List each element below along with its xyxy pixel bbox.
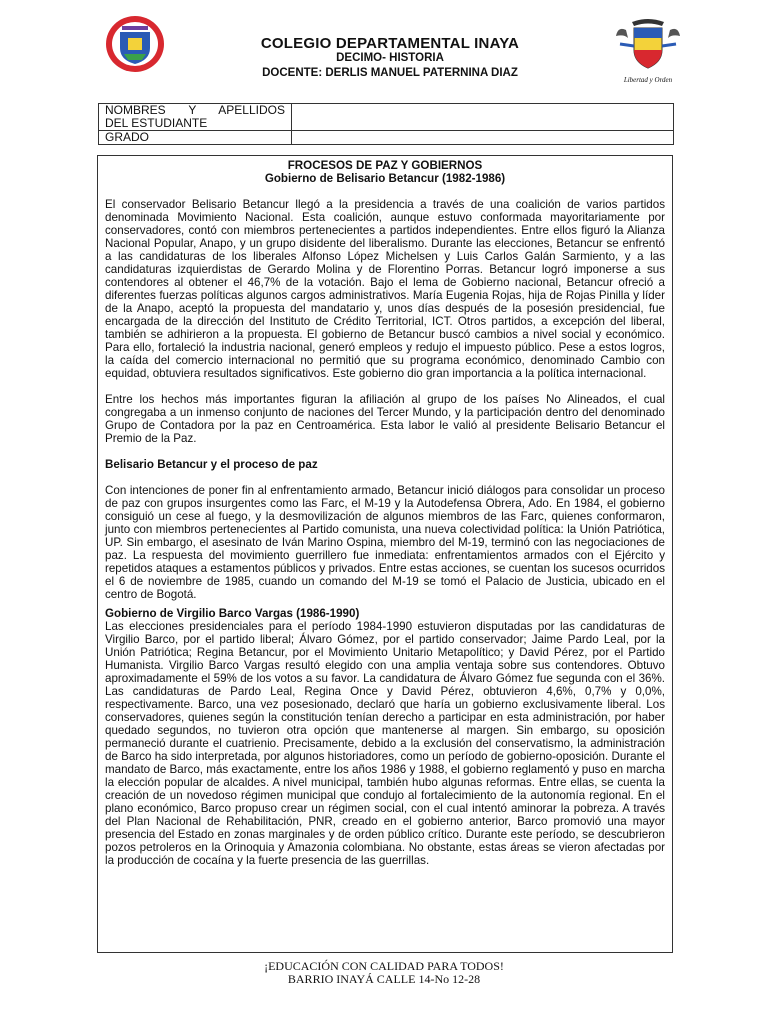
paragraph-barco-government: Las elecciones presidenciales para el período 1984-1990 estuvieron disputadas por las candidaturas de Virgilio Barco, por el partido liberal; Álvaro Gómez, por el partido conservador; Jaime Pardo Leal, por la Unión Patriótica; Regina Betancur, por el Movimiento Unitario Metapolítico; y David Pérez, por el Partido Humanista. Virgilio Barco Vargas resultó elegido con una amplia ventaja sobre sus contendores. Obtuvo aproximadamente el 59% de los votos a su favor. La candidatura de Álvaro Gómez fue segunda con el 36%. Las candidaturas de Pardo Leal, Regina Once y David Pérez, obtuvieron 4,6%, 0,7% y 0,0%, respectivamente. Barco, una vez posesionado, declaró que haría un gobierno exclusivamente liberal. Los conservadores, quienes según la constitución tenían derecho a participar en esta administración, por haber quedado segundos, no tuvieron otra opción que mantenerse al margen. Sin embargo, su oposición permaneció durante el cuatrienio. Precisamente, debido a la exclusión del conservatismo, la administración de Barco ha sido interpretada, por algunos historiadores, como un período de gobierno-oposición. Durante el mandato de Barco, más exactamente, entre los años 1986 y 1988, el gobierno reglamentó y puso en marcha la elección popular de alcaldes. A nivel municipal, también hubo algunas reformas. Entre ellas, se cuenta la creación de un novedoso régimen municipal que condujo al fortalecimiento de la autonomía regional. En el plano económico, Barco propuso crear un régimen social, con el cual intentó aminorar la pobreza. A través del Plan Nacional de Rehabilitación, PNR, creado en el gobierno anterior, Barco promovió una mayor presencia del Estado en zonas marginales y de orden público crítico. Durante este período, se descubrieron pozos petroleros en la Orinoquia y Amazonia colombiana. No obstante, estas áreas se vieron afectadas por la producción de cocaína y la fuerte presencia de las guerrillas. [105, 620, 665, 867]
paragraph-betancur-international: Entre los hechos más importantes figuran la afiliación al grupo de los países No Alineados, el cual congregaba a un inmenso conjunto de naciones del Tercer Mundo, y la participación dentro del denominado Grupo de Contadora por la paz en Centroamérica. Esta labor le valió al presidente Belisario Betancur el Premio de la Paz. [105, 393, 665, 445]
heading-barco-government: Gobierno de Virgilio Barco Vargas (1986-1990) [105, 607, 360, 620]
table-row [99, 131, 674, 145]
coat-of-arms-logo [612, 16, 684, 84]
name-field[interactable] [292, 104, 674, 131]
paragraph-betancur-intro: El conservador Belisario Betancur llegó a la presidencia a través de una coalición de varios partidos denominada Movimiento Nacional. Esta coalición, aunque estuvo conformada mayoritariamente por conservadores, contó con miembros pertenecientes a partidos independientes. Entre ellos figuró la Alianza Nacional Popular, Anapo, y un grupo disidente del liberalismo. Durante las elecciones, Betancur se enfrentó a las candidaturas de los liberales Alfonso López Michelsen y Luis Carlos Galán Sarmiento, y a las candidaturas izquierdistas de Gerardo Molina y de Florentino Porras. Betancur logró imponerse a sus contendores al obtener el 46,7% de la votación. Bajo el lema de Gobierno nacional, Betancur ofreció a diferentes fuerzas políticas algunos cargos administrativos. María Eugenia Rojas, hija de Rojas Pinilla y líder de la Anapo, aceptó la propuesta del mandatario y, unos días después de la posesión presidencial, fue encargada de la dirección del Instituto de Crédito Territorial, ICT. Otros partidos, a excepción del liberal, también se adhirieron a la propuesta. El gobierno de Betancur buscó cambios a nivel social y económico. Para ello, fortaleció la industria nacional, generó empleos y redujo el impuesto público. Pese a estos logros, la caída del comercio internacional no permitió que su programa económico, denominado Cambio con equidad, obtuviera resultados significativos. Este gobierno dio gran importancia a la política internacional. [105, 198, 665, 380]
school-name: COLEGIO DEPARTAMENTAL INAYA [260, 35, 520, 52]
name-label-line-1: NOMBRES Y APELLIDOS [105, 103, 285, 117]
content-box [97, 155, 673, 953]
grade-label: GRADO [99, 131, 292, 145]
section-subtitle: Gobierno de Belisario Betancur (1982-1986) [264, 172, 506, 185]
name-label-line-2: DEL ESTUDIANTE [105, 116, 208, 130]
student-info-table [98, 103, 674, 145]
teacher-line: DOCENTE: DERLIS MANUEL PATERNINA DIAZ [262, 67, 518, 79]
name-label-cell [99, 104, 292, 131]
coat-of-arms-motto: Libertad y Orden [623, 76, 673, 84]
table-row [99, 104, 674, 131]
subject-line: DECIMO- HISTORIA [336, 52, 444, 64]
heading-peace-process: Belisario Betancur y el proceso de paz [105, 458, 318, 471]
school-logo [104, 14, 166, 74]
paragraph-peace-process: Con intenciones de poner fin al enfrentamiento armado, Betancur inició diálogos para consolidar un proceso de paz con grupos insurgentes como las Farc, el M-19 y la Autodefensa Obrera, Ado. En 1984, el gobierno consiguió un cese al fuego, y la desmovilización de algunos miembros de las Farc, quienes conformaron, junto con miembros pertenecientes al Partido comunista, una nueva colectividad política: la Unión Patriótica, UP. Sin embargo, el asesinato de Iván Marino Ospina, miembro del M-19, terminó con las negociaciones de paz. La respuesta del movimiento guerrillero fue inmediata: enfrentamientos armados con el Ejército y repetidos ataques a estamentos públicos y privados. Entre estas acciones, se cuentan los sucesos ocurridos el 6 de noviembre de 1985, cuando un comando del M-19 se tomó el Palacio de Justicia, ubicado en el centro de Bogotá. [105, 484, 665, 601]
footer-address: BARRIO INAYÁ CALLE 14-No 12-28 [287, 972, 481, 986]
grade-field[interactable] [292, 131, 674, 145]
section-title: FROCESOS DE PAZ Y GOBIERNOS [287, 159, 483, 172]
page-header [180, 36, 600, 81]
footer-slogan: ¡EDUCACIÓN CON CALIDAD PARA TODOS! [264, 959, 504, 973]
page-footer [0, 960, 768, 986]
